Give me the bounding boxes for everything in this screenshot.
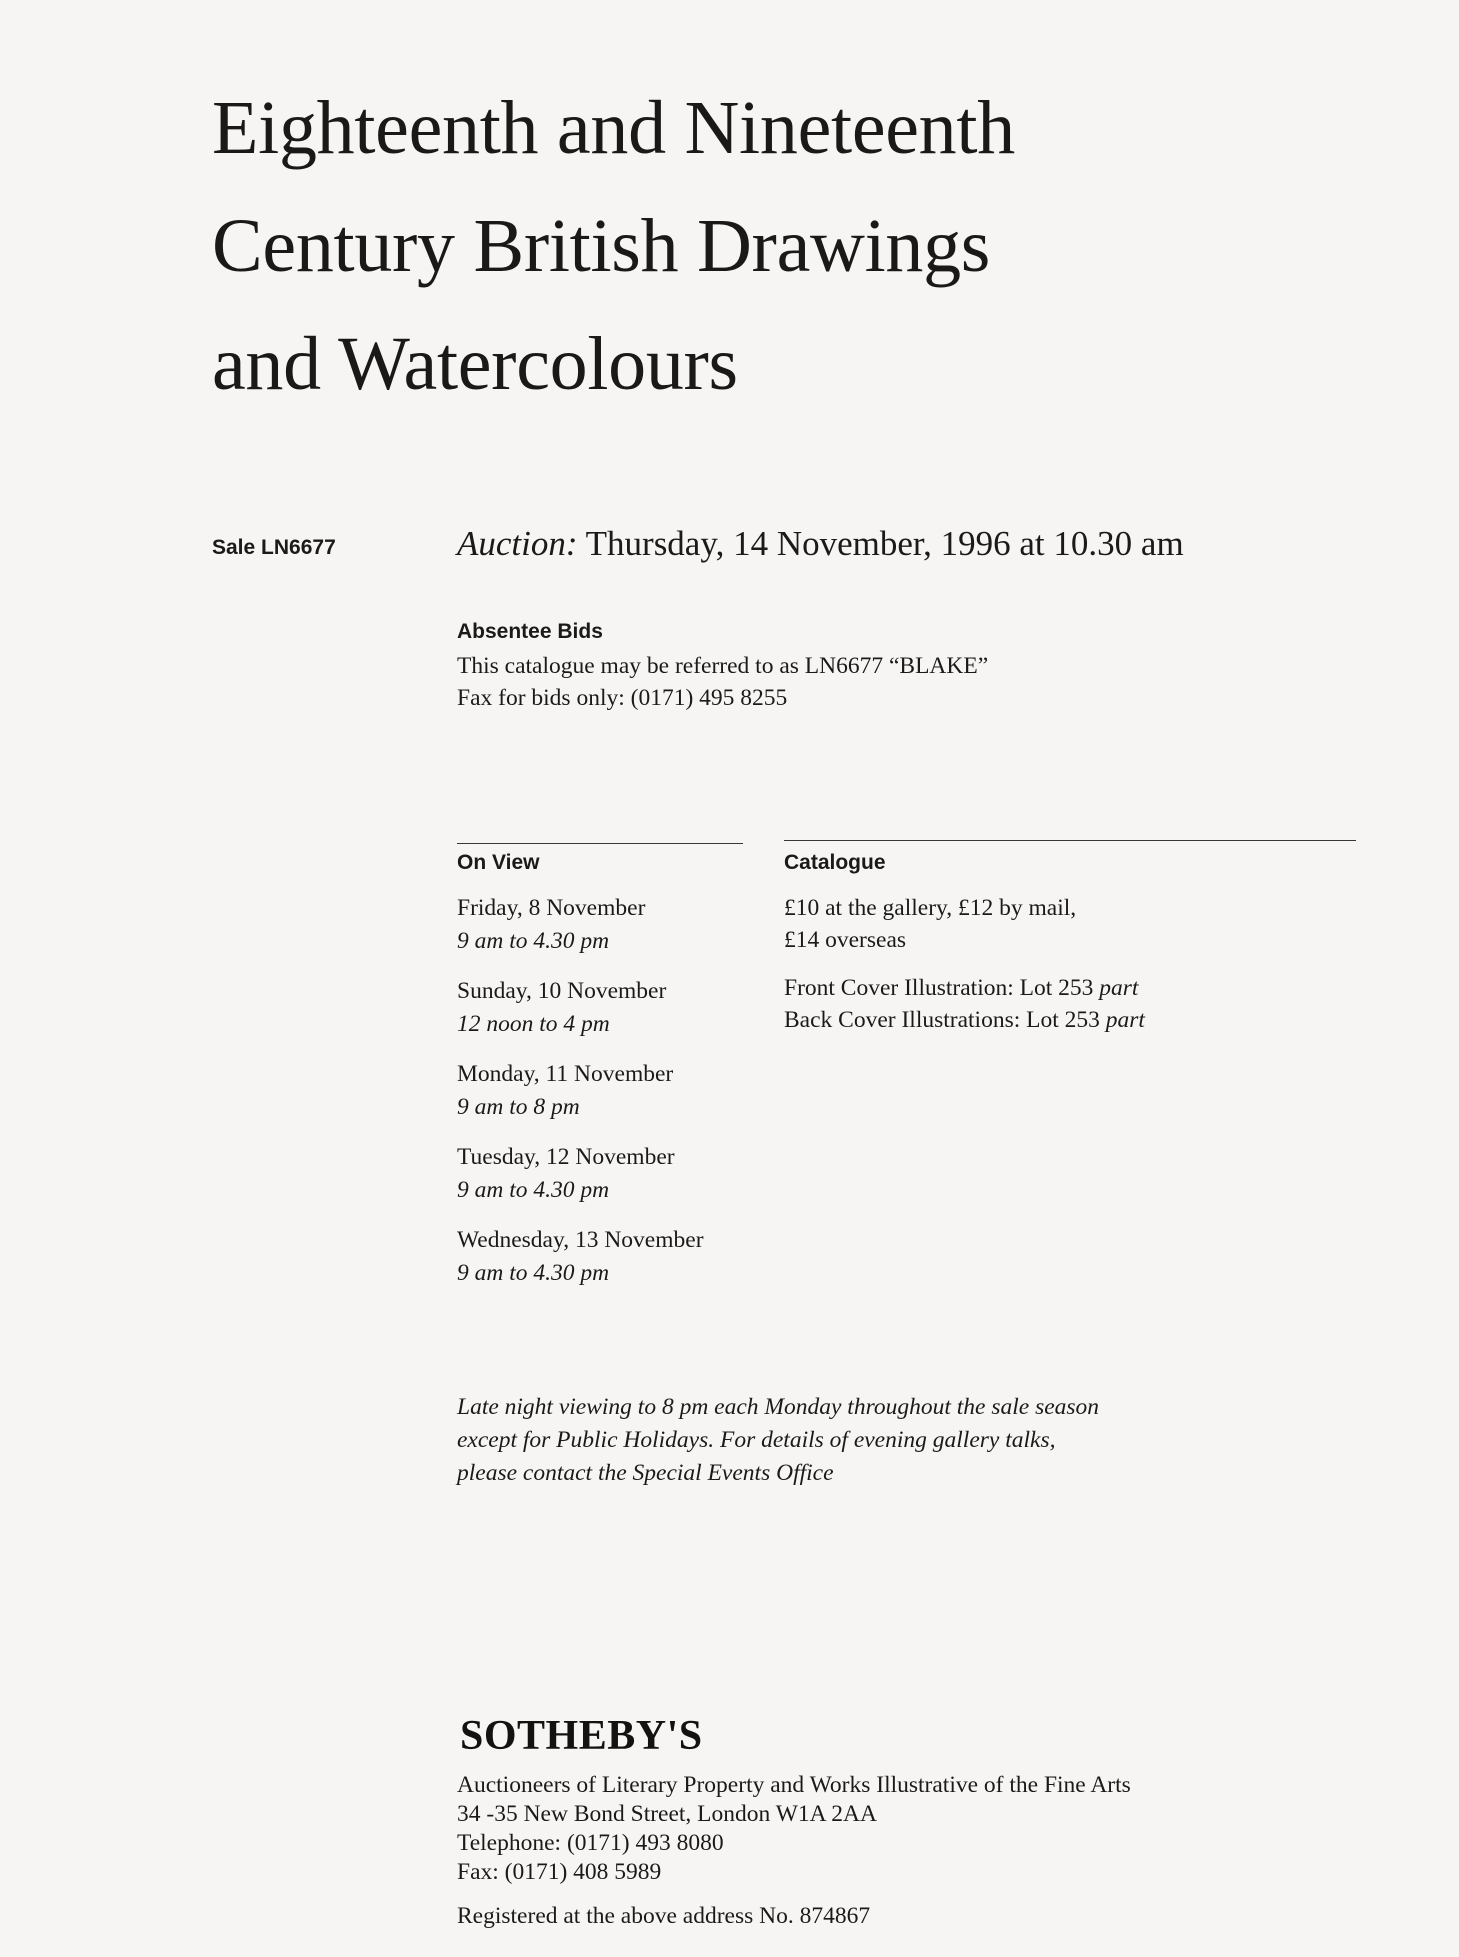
page-title-line-2: Century British Drawings [212, 204, 991, 288]
viewing-day-hours: 9 am to 4.30 pm [457, 1177, 610, 1203]
viewing-day-hours: 12 noon to 4 pm [457, 1011, 610, 1037]
footer-tagline: Auctioneers of Literary Property and Works Illustrative of the Fine Arts [457, 1772, 1131, 1798]
sothebys-logo: SOTHEBY'S [460, 1713, 703, 1759]
viewing-day-date: Friday, 8 November [457, 895, 646, 921]
viewing-day-hours: 9 am to 8 pm [457, 1094, 580, 1120]
viewing-day [457, 1224, 704, 1290]
on-view-divider [457, 843, 743, 844]
page-title-line-1: Eighteenth and Nineteenth [212, 86, 1015, 170]
registration-number: Registered at the above address No. 874867 [457, 1903, 871, 1929]
viewing-day [457, 1058, 704, 1124]
page-title-line-3: and Watercolours [212, 322, 738, 406]
footer-address [457, 1771, 1131, 1887]
late-night-note-line: Late night viewing to 8 pm each Monday throughout the sale season [457, 1394, 1100, 1420]
footer-street: 34 -35 New Bond Street, London W1A 2AA [457, 1801, 877, 1827]
sale-number: Sale LN6677 [212, 536, 336, 559]
catalogue-divider [784, 840, 1356, 841]
catalogue-price-line: £14 overseas [784, 927, 907, 953]
back-cover-credit [784, 1004, 1145, 1036]
viewing-day [457, 975, 704, 1041]
back-cover-part: part [1105, 1007, 1145, 1033]
on-view-section [457, 849, 704, 1307]
absentee-bids-section [457, 618, 988, 714]
auction-line [457, 524, 1184, 564]
viewing-day-date: Sunday, 10 November [457, 978, 667, 1004]
late-night-note-line: please contact the Special Events Office [457, 1460, 834, 1486]
absentee-bids-heading: Absentee Bids [457, 620, 603, 643]
footer-telephone: Telephone: (0171) 493 8080 [457, 1830, 724, 1856]
viewing-day-hours: 9 am to 4.30 pm [457, 928, 610, 954]
footer-fax: Fax: (0171) 408 5989 [457, 1859, 662, 1885]
absentee-reference: This catalogue may be referred to as LN6677 “BLAKE” [457, 653, 989, 679]
catalogue-heading: Catalogue [784, 851, 886, 874]
viewing-day-date: Wednesday, 13 November [457, 1227, 704, 1253]
catalogue-price-line: £10 at the gallery, £12 by mail, [784, 895, 1077, 921]
on-view-heading: On View [457, 851, 540, 874]
viewing-day [457, 1141, 704, 1207]
catalogue-section [784, 849, 1145, 1036]
absentee-fax: Fax for bids only: (0171) 495 8255 [457, 685, 788, 711]
auction-date: Thursday, 14 November, 1996 at 10.30 am [585, 524, 1184, 563]
viewing-day-date: Tuesday, 12 November [457, 1144, 675, 1170]
viewing-day-date: Monday, 11 November [457, 1061, 674, 1087]
auction-label: Auction: [457, 524, 578, 563]
front-cover-credit [784, 972, 1145, 1004]
late-night-note-line: except for Public Holidays. For details of evening gallery talks, [457, 1427, 1056, 1453]
viewing-day [457, 892, 704, 958]
front-cover-label: Front Cover Illustration: Lot 253 [784, 975, 1094, 1001]
late-night-note [457, 1391, 1099, 1490]
viewing-day-hours: 9 am to 4.30 pm [457, 1260, 610, 1286]
front-cover-part: part [1099, 975, 1139, 1001]
back-cover-label: Back Cover Illustrations: Lot 253 [784, 1007, 1100, 1033]
